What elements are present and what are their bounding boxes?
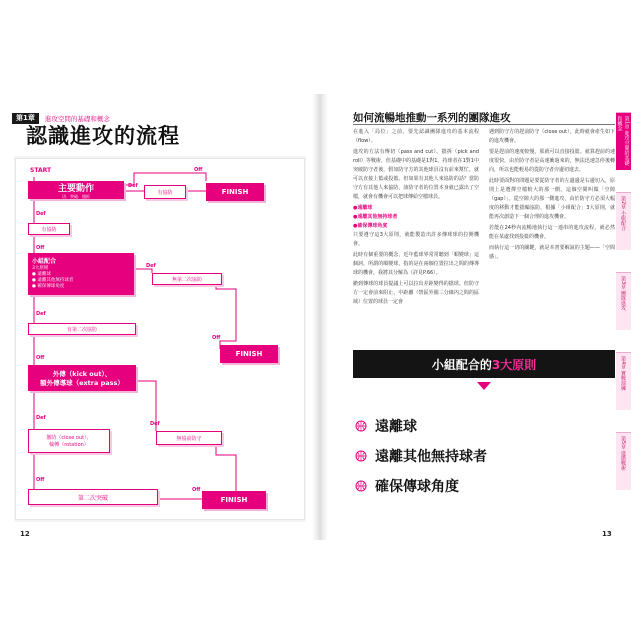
paragraph: 而執行這一切的關鍵，就是本書要解說的主題——「空間感」。 (489, 245, 615, 260)
basketball-icon (355, 480, 367, 492)
principle-text: 確保傳球角度 (375, 479, 459, 495)
def-label-4: Def (36, 311, 46, 317)
has-help-box-2: 有協防 (28, 223, 70, 235)
off-label-5: Off (192, 487, 201, 493)
principle-text: 遠離球 (375, 419, 417, 435)
paragraph: 遇到防守方的趕前防守（close out），此時就會產生如下的進攻機會。 (489, 129, 615, 144)
small-group-item: 3大原則 (32, 266, 49, 271)
finish-box-2: FINISH (220, 345, 278, 363)
side-tab[interactable]: 第4章 實戰演練 (616, 352, 631, 410)
bullet-item: ●遠離其他無持球者 (353, 214, 398, 220)
paragraph: 撤到傳球的球員提議上可以拉出差距變得的擋球。但防守方一定會前來阻止，中距離（禁區外圍三分線內之間的區域）位置的球員一定會 (353, 281, 479, 305)
book-gutter (312, 94, 328, 540)
off-label-6: Off (36, 477, 45, 483)
def-label-6: Def (150, 421, 160, 427)
paragraph: 只要遵守這3大原則，就能製造出許多傳球球的拉開機會。 (353, 232, 479, 247)
chapter-side-tabs (616, 94, 631, 540)
chapter-title: 進攻空間的基礎和概念 (44, 115, 110, 123)
right-page-title: 如何流暢地推動一系列的團隊進攻 (353, 112, 511, 124)
principles-banner (353, 350, 615, 378)
def-label-2: Def (36, 211, 46, 217)
basketball-icon (355, 450, 367, 462)
side-tab-active[interactable]: 第1章 進攻空間的基礎和概念 (616, 112, 631, 170)
small-group-box (28, 253, 134, 295)
kickout-box (28, 365, 136, 391)
second-break-box: 第二次突破 (28, 489, 158, 505)
paragraph: 若能在24秒內流暢地執行這一連串的進攻流程，就必然能在某處找到投籃的機會。 (489, 225, 615, 240)
small-group-title: 小組配合 (32, 258, 57, 265)
text-column-1 (353, 128, 479, 309)
closeout-box (28, 429, 110, 453)
principle-item-1 (355, 416, 417, 436)
main-action-box (28, 181, 124, 199)
no-second-help-box: 無第二次協防 (152, 273, 222, 285)
banner-prefix: 小組配合的 (431, 357, 492, 372)
closeout-line-2: 輪轉（rotation） (49, 442, 89, 448)
paragraph: 此時要面對的問題是要從防守者的左邊邊是右邊切入，原則上是選擇空檔較大的那一側。這個空間叫做「空隙（gap）」。從空隙大的那一側進攻，由於防守方必須大幅度的移動才能擋輪協防，根據「小組配合」3大原則，就能再次創造下一個合理的進攻機會。 (489, 178, 615, 220)
flow-start-label: START (30, 167, 52, 174)
side-tab[interactable]: 第3章 團隊進攻 (616, 272, 631, 330)
kickout-line-2: 額外傳導球（extra pass） (40, 379, 124, 387)
principle-text: 遠離其他無持球者 (375, 449, 487, 465)
paragraph: 此時有個重要的概念，近年藍球界常常聽到「順變球」這個詞，所謂的順變球，指的是在兩個位置拉出之間的傳導球的機會，我將其分解為（詳見P.66）。 (353, 252, 479, 276)
side-tab[interactable]: 第5章 進階戰術 (616, 432, 631, 490)
small-group-item: ● 確保傳球角度 (32, 284, 65, 289)
page-title: 認識進攻的流程 (26, 124, 180, 148)
closeout-line-1: 撤防（close out）、 (46, 435, 92, 441)
has-help-box-1: 有協防 (144, 185, 186, 199)
def-label-1: Def (128, 183, 138, 189)
bullet-item: ●遠離球 (353, 205, 373, 211)
connector-group-def (134, 269, 152, 273)
title-divider (353, 124, 615, 125)
small-group-item: ● 遠離球 (32, 272, 51, 277)
small-group-item: ● 遠離其他無持球者 (32, 278, 74, 283)
page-number-right: 13 (602, 530, 612, 538)
off-label-2: Off (36, 245, 45, 251)
has-second-help-box: 有第二次協防 (28, 323, 136, 335)
flowchart-connectors (16, 159, 306, 521)
principle-item-3 (355, 476, 459, 496)
chapter-badge: 第1章 (12, 113, 39, 124)
basketball-icon (355, 420, 367, 432)
paragraph: 要是趕前的速度較慢，那就可以直接投籃。就算趕前的速度很快，由於防守者是高速衝過來的，無法迅速急停後轉向，所以也能輕易的從防守者旁邊切進去。 (489, 149, 615, 173)
principle-item-2 (355, 446, 487, 466)
side-tab[interactable]: 第2章 小組配合 (616, 192, 631, 250)
no-extra-defense-box: 無協前防守 (156, 431, 222, 445)
banner-highlight: 3大原則 (491, 357, 537, 372)
connector-noextra-finish (216, 443, 236, 495)
off-label-4: Off (36, 355, 45, 361)
main-action-title: 主要動作 (57, 183, 94, 194)
bullet-item: ●確保傳球角度 (353, 223, 388, 229)
def-label-5: Def (36, 415, 46, 421)
text-column-2 (489, 128, 615, 264)
def-label-3: Def (146, 263, 156, 269)
off-label-1: Off (194, 167, 203, 173)
main-action-sub: 切．突破．擋拆 (62, 193, 90, 199)
finish-box-1: FINISH (206, 183, 264, 201)
flowchart (15, 158, 305, 520)
paragraph: 進攻的方法有傳切（pass and cut）、擋拆（pick and roll）等戰術，但基礎中的基礎是1對1。持球者在1對1中突破防守者後，假如防守方的其他球員沒有前來幫忙，就可以直接上籃或投籃。但如果有其他人來協防的話？當防守方有其他人來協防，該防守者的位置本身就已露出了空檔，就會有機會可以把球傳給空檔球員。 (353, 149, 479, 200)
off-label-3: Off (212, 335, 221, 341)
kickout-line-1: 外傳（kick out）、 (52, 370, 112, 378)
paragraph: 在進入「局位」之前，要先認識團隊進攻的基本流程（flow）。 (353, 129, 479, 144)
finish-box-3: FINISH (202, 491, 266, 509)
page-number-left: 12 (20, 530, 30, 538)
down-arrow-icon (477, 382, 491, 390)
